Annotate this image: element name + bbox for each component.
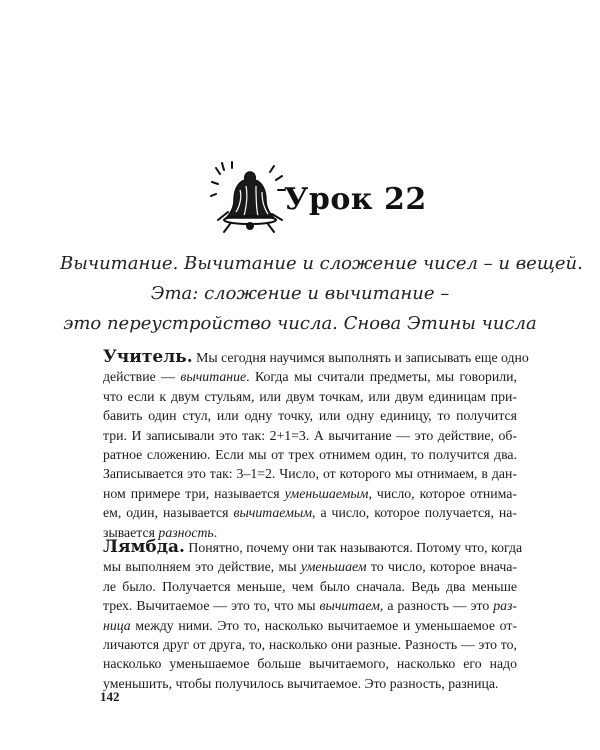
text-line: бавить один стул, или одну точку, или одну единицу, то получится [103,408,517,424]
text-line [103,367,517,386]
teacher-paragraph [103,347,529,542]
text-line [103,347,529,367]
text-fragment: трех. Вычитаемое — это то, что мы [103,598,320,614]
text-fragment: между ними. Это то, насколько вычитаемое и уменьшаемое от- [130,617,517,633]
term-italic: уменьшаем [300,559,367,575]
lesson-subtitle-line-2: Эта: сложение и вычитание – [150,283,450,304]
text-fragment: , а число, которое получается, на- [312,505,517,521]
text-fragment: . Когда мы считали предметы, мы говорили, [246,369,517,385]
text-fragment: то число, которое внача- [366,559,518,575]
text-line: что если к двум стульям, или двум точкам, или двум единицам при- [103,388,517,404]
text-line [103,537,523,557]
page-number: 142 [100,689,120,704]
text-fragment: . [213,524,218,540]
speaker-name: Лямбда. [103,537,185,557]
text-line: личаются друг от друга, то, насколько они разные. Разность — это то, [103,636,517,652]
text-line: три. И записывали это так: 2+1=3. А вычитание — это действие, об- [103,427,517,443]
lesson-title: Урок 22 [284,182,427,217]
text-fragment: , а разность — это [379,598,494,614]
text-line [103,557,517,576]
term-italic: вычитаем [319,598,380,614]
lambda-paragraph [103,537,523,693]
term-italic: уменьшаемым [284,485,369,501]
term-italic: разность [158,524,214,540]
text-fragment: Понятно, почему они так называются. Потому что, когда [188,540,523,555]
text-fragment: зывается [103,524,159,540]
text-fragment: мы выполняем это действие, мы [103,559,301,575]
text-line: Записывается это так: 3–1=2. Число, от которого мы отнимаем, в дан- [103,466,517,482]
text-fragment: действие — [103,369,181,385]
text-fragment: ем, один, называется [103,505,234,521]
text-fragment: ном примере три, называется [103,485,285,501]
text-fragment: , число, которое отнима- [368,485,517,501]
text-line: насколько уменьшаемое больше вычитаемого, насколько его надо [103,656,517,672]
term-italic: вычитаемым [233,505,313,521]
lesson-heading [210,160,430,240]
term-italic: ница [103,617,131,633]
text-line [103,596,517,615]
text-line: уменьшить, чтобы получилось вычитаемое. Это разность, разница. [103,675,499,691]
speaker-name: Учитель. [103,347,193,367]
text-line [103,484,517,503]
text-fragment: Мы сегодня научимся выполнять и записывать еще одно [196,350,529,365]
lesson-subtitle-line-3: это переустройство числа. Снова Этины числа [63,313,537,334]
text-line [103,503,517,522]
lesson-subtitle-line-1: Вычитание. Вычитание и сложение чисел – и вещей. [60,253,583,274]
bell-icon [210,160,290,240]
text-line [103,616,517,635]
term-italic: вычитание [180,369,247,385]
text-line: ле было. Получается меньше, чем было сначала. Ведь два меньше [103,578,517,594]
term-italic: раз- [493,598,517,614]
text-line: ратное сложению. Если мы от трех отнимем один, то получится два. [103,446,517,462]
